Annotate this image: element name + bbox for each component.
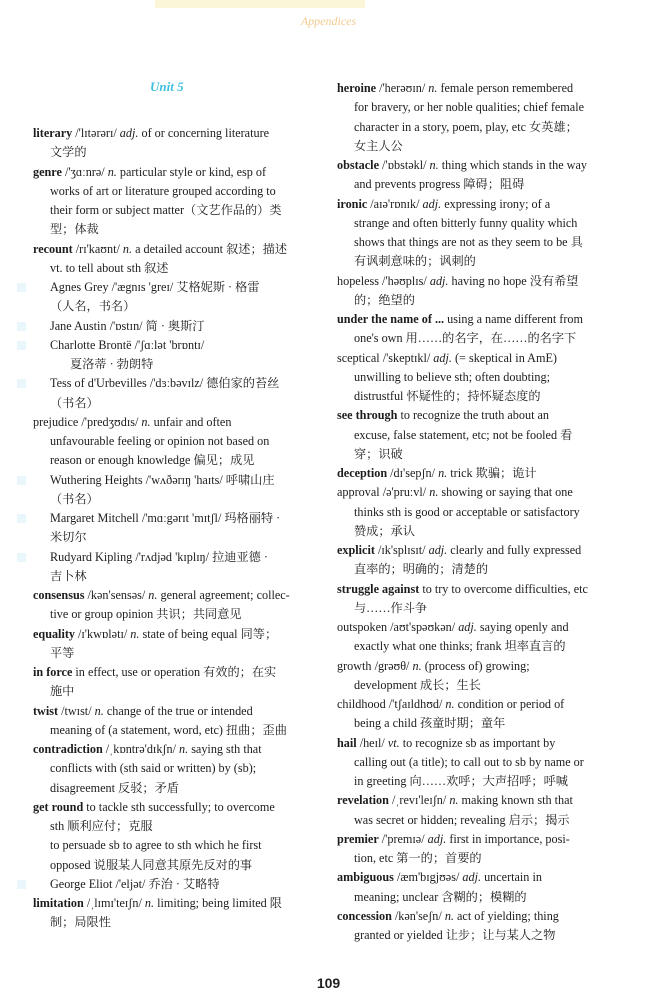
headword: premier: [337, 831, 379, 846]
definition-continuation: distrustful 怀疑性的；持怀疑态度的: [354, 389, 541, 403]
pronunciation: /ə'pruːvl/: [382, 485, 427, 500]
definition-continuation: 夏洛蒂 · 勃朗特: [70, 357, 154, 371]
pronunciation: /'premɪə/: [381, 831, 425, 846]
pronunciation: /'ʒɑːnrə/: [64, 164, 105, 179]
pronunciation: /'wʌðərɪŋ 'haɪts/: [145, 472, 223, 487]
definition: 玛格丽特 ·: [221, 511, 281, 525]
definition-continuation: 制；局限性: [50, 915, 111, 930]
headword: under the name of ...: [337, 312, 445, 326]
part-of-speech: n.: [141, 414, 151, 429]
entry-first-line: [33, 413, 333, 432]
glossary-entry: [337, 195, 637, 272]
entry-first-line: [337, 734, 637, 753]
definition: thing which stands in the way: [441, 158, 587, 172]
definition-continuation: vt. to tell about sth 叙述: [50, 260, 169, 275]
definition: showing or saying that one: [441, 485, 573, 500]
definition: to try to overcome difficulties, etc: [419, 581, 588, 596]
entry-first-line: [337, 483, 637, 502]
definition-continuation: meaning; unclear 含糊的；模糊的: [354, 889, 527, 904]
definition: condition or period of: [457, 697, 565, 711]
definition-continuation: 平等: [50, 645, 75, 660]
entry-first-line: [33, 278, 333, 297]
running-header: Appendices: [300, 14, 357, 28]
definition-continuation: 穿；识破: [354, 446, 403, 461]
entry-marker-icon: [17, 379, 26, 388]
part-of-speech: adj.: [119, 126, 139, 140]
definition: a detailed account 叙述；描述: [135, 241, 288, 256]
headword: concession: [337, 908, 392, 923]
pronunciation: /'lɪtərərɪ/: [75, 126, 117, 140]
definition-continuation: 型；体裁: [50, 222, 99, 237]
part-of-speech: adj.: [433, 350, 452, 365]
glossary-entry: [337, 695, 637, 734]
definition-continuation: 文学的: [50, 145, 87, 160]
part-of-speech: n.: [428, 81, 438, 95]
glossary-subentry: [33, 317, 333, 336]
glossary-entry: [337, 349, 637, 407]
entry-first-line: [33, 240, 333, 259]
definition: 艾格妮斯 · 格雷: [173, 280, 260, 294]
glossary-column-left: [33, 124, 333, 933]
entry-first-line: [337, 830, 637, 849]
entry-first-line: [33, 702, 333, 721]
pronunciation: /ɪk'splɪsɪt/: [377, 543, 426, 557]
entry-first-line: [337, 349, 637, 368]
glossary-entry: [337, 541, 637, 580]
definition-continuation: 有讽刺意味的；讽刺的: [354, 254, 476, 269]
entry-first-line: [33, 663, 333, 682]
part-of-speech: adj.: [428, 543, 448, 557]
definition: to tackle sth successfully; to overcome: [83, 799, 275, 814]
part-of-speech: n.: [179, 742, 189, 756]
headword: recount: [33, 241, 73, 256]
entry-first-line: [337, 79, 637, 98]
headword: obstacle: [337, 158, 379, 172]
entry-first-line: [33, 875, 333, 894]
page-number: 109: [316, 975, 341, 991]
pronunciation: /'dɜːbəvɪlz/: [149, 376, 204, 391]
part-of-speech: n.: [130, 626, 140, 641]
definition: making known sth that: [461, 793, 573, 808]
headword: heroine: [337, 81, 377, 95]
definition: to recognize sb as important by: [402, 735, 556, 750]
definition: (process of) growing;: [424, 658, 530, 673]
definition-continuation: unwilling to believe sth; often doubting;: [354, 369, 550, 384]
definition: using a name different from: [444, 312, 583, 326]
pronunciation: /kən'seʃn/: [394, 908, 442, 923]
part-of-speech: n.: [148, 588, 158, 602]
definition-continuation: 施中: [50, 684, 75, 699]
pronunciation: /æm'bɪgjʊəs/: [396, 870, 460, 885]
definition-continuation: exactly what one thinks; frank 坦率直言的: [354, 639, 566, 654]
definition-continuation: 的；绝望的: [354, 292, 415, 307]
glossary-entry: [337, 406, 637, 464]
entry-first-line: [337, 907, 637, 926]
pronunciation: /'rʌdjəd 'kɪplɪŋ/: [135, 549, 210, 564]
definition-continuation: 米切尔: [50, 530, 87, 545]
pronunciation: /heɪl/: [359, 735, 385, 750]
glossary-entry: [337, 868, 637, 907]
definition-continuation: （人名，书名）: [50, 299, 136, 314]
headword: ironic: [337, 196, 368, 211]
definition-continuation: strange and often bitterly funny quality which: [354, 215, 578, 230]
definition-continuation: tive or group opinion 共识；共同意见: [50, 607, 242, 622]
entry-first-line: [337, 272, 637, 291]
headword: explicit: [337, 543, 375, 557]
definition-continuation: 赞成；承认: [354, 523, 415, 538]
definition: state of being equal 同等；: [142, 626, 278, 641]
glossary-entry: [33, 625, 333, 664]
entry-first-line: [337, 868, 637, 887]
entry-first-line: [337, 464, 637, 483]
headword: Wuthering Heights: [50, 472, 143, 487]
part-of-speech: adj.: [458, 620, 477, 634]
glossary-entry: [33, 124, 333, 163]
glossary-subentry: [33, 471, 333, 510]
entry-first-line: [33, 471, 333, 490]
part-of-speech: n.: [445, 697, 455, 711]
headword: childhood: [337, 697, 386, 711]
definition: to persuade sb to agree to sth which he first: [50, 838, 262, 853]
definition-continuation: development 成长；生长: [354, 677, 481, 692]
definition-continuation: 直率的；明确的；清楚的: [354, 562, 489, 577]
part-of-speech: n.: [444, 908, 454, 923]
headword: sceptical: [337, 350, 380, 365]
headword: growth: [337, 658, 372, 673]
part-of-speech: vt.: [387, 735, 400, 750]
pronunciation: /aɪə'rɒnɪk/: [370, 196, 420, 211]
glossary-entry: [337, 310, 637, 349]
glossary-entry: [337, 907, 637, 946]
pronunciation: /ˌrevɪ'leɪʃn/: [391, 793, 447, 808]
headword: prejudice: [33, 414, 79, 429]
definition-continuation: was secret or hidden; revealing 启示；揭示: [354, 812, 570, 827]
definition-continuation: being a child 孩童时期；童年: [354, 716, 506, 731]
definition: 简 · 奥斯汀: [142, 318, 205, 333]
pronunciation: /'ɒstɪn/: [109, 318, 143, 333]
glossary-entry: [33, 586, 333, 625]
pronunciation: /twɪst/: [61, 703, 92, 718]
definition: 呼啸山庄: [222, 472, 275, 487]
entry-marker-icon: [17, 341, 26, 350]
part-of-speech: n.: [122, 241, 133, 256]
pronunciation: /'skeptɪkl/: [382, 350, 431, 365]
entry-first-line: [337, 156, 637, 175]
entry-marker-icon: [17, 283, 26, 292]
pronunciation: /ˌlɪmɪ'teɪʃn/: [86, 896, 142, 910]
headword: twist: [33, 703, 59, 718]
pronunciation: /'ægnɪs 'greɪ/: [111, 280, 174, 294]
entry-first-line: [33, 509, 333, 528]
definition: of or concerning literature: [141, 126, 270, 140]
definition-continuation: thinks sth is good or acceptable or satisfactory: [354, 504, 580, 519]
definition-continuation: 吉卜林: [50, 568, 87, 583]
part-of-speech: n.: [438, 466, 448, 480]
headword: revelation: [337, 793, 389, 808]
headword: hail: [337, 735, 357, 750]
part-of-speech: adj.: [422, 196, 442, 211]
definition: saying sth that: [191, 742, 262, 756]
definition-continuation: 与……作斗争: [354, 600, 428, 615]
glossary-entry: [337, 464, 637, 483]
definition-continuation: shows that things are not as they seem to be 具: [354, 235, 583, 249]
definition-continuation: conflicts with (sth said or written) by (sb);: [50, 761, 257, 776]
glossary-entry: [337, 580, 637, 619]
entry-first-line: [33, 548, 333, 567]
headword: genre: [33, 164, 62, 179]
unit-heading: Unit 5: [150, 79, 184, 94]
definition-continuation: meaning of (a statement, word, etc) 扭曲；歪曲: [50, 722, 287, 737]
entry-marker-icon: [17, 322, 26, 331]
glossary-entry: [33, 163, 333, 240]
headword: get round: [33, 799, 84, 814]
glossary-subentry: [33, 509, 333, 548]
glossary-entry: [33, 413, 333, 471]
definition-continuation: excuse, false statement, etc; not be fooled 看: [354, 427, 573, 442]
headword: hopeless: [337, 273, 379, 288]
headword: George Eliot: [50, 876, 113, 891]
definition-continuation: character in a story, poem, play, etc 女英雄；: [354, 119, 578, 134]
definition: 德伯家的苔丝: [203, 376, 280, 391]
pronunciation: /aʊt'spəʊkən/: [390, 620, 456, 634]
entry-first-line: [337, 580, 637, 599]
glossary-entry: [33, 240, 333, 279]
definition: clearly and fully expressed: [450, 543, 582, 557]
definition: uncertain in: [484, 870, 542, 885]
part-of-speech: n.: [429, 485, 439, 500]
entry-first-line: [337, 791, 637, 810]
definition: expressing irony; of a: [444, 196, 551, 211]
definition-continuation: one's own 用……的名字，在……的名字下: [354, 331, 577, 346]
pronunciation: /'herəʊɪn/: [379, 81, 426, 95]
definition: in effect, use or operation 有效的；在实: [72, 665, 277, 679]
definition: 拉迪亚德 ·: [209, 549, 268, 564]
definition: trick 欺骗；诡计: [450, 466, 537, 480]
entry-first-line: [337, 695, 637, 714]
pronunciation: /'eljət/: [115, 876, 146, 891]
glossary-subentry: [33, 836, 333, 875]
entry-marker-icon: [17, 476, 26, 485]
definition-continuation: （书名）: [50, 491, 99, 506]
entry-first-line: [33, 894, 333, 913]
glossary-entry: [33, 702, 333, 741]
entry-first-line: [33, 317, 333, 336]
pronunciation: /dɪ'sepʃn/: [390, 466, 436, 480]
headword: equality: [33, 626, 75, 641]
definition: to recognize the truth about an: [397, 408, 550, 423]
definition-continuation: opposed 说服某人同意其原先反对的事: [50, 857, 253, 872]
part-of-speech: n.: [94, 703, 104, 718]
pronunciation: /ˌkɒntrə'dɪkʃn/: [105, 742, 176, 756]
pronunciation: /'ʃɑːlət 'brɒntɪ/: [134, 337, 205, 352]
entry-first-line: [337, 195, 637, 214]
pronunciation: /'ɒbstəkl/: [382, 158, 427, 172]
part-of-speech: n.: [412, 658, 422, 673]
pronunciation: /'mɑːgərɪt 'mɪtʃl/: [141, 511, 222, 525]
glossary-entry: [337, 791, 637, 830]
glossary-subentry: [33, 374, 333, 413]
headword: outspoken: [337, 620, 388, 634]
entry-first-line: [33, 798, 333, 817]
part-of-speech: adj.: [462, 870, 482, 885]
pronunciation: /'predʒʊdɪs/: [81, 414, 139, 429]
glossary-entry: [33, 663, 333, 702]
glossary-entry: [337, 657, 637, 696]
part-of-speech: adj.: [427, 831, 447, 846]
entry-first-line: [33, 740, 333, 759]
entry-marker-icon: [17, 880, 26, 889]
definition: act of yielding; thing: [457, 908, 559, 923]
glossary-entry: [337, 618, 637, 657]
definition: change of the true or intended: [106, 703, 253, 718]
headword: consensus: [33, 588, 85, 602]
headword: ambiguous: [337, 870, 394, 885]
entry-first-line: [33, 124, 333, 143]
glossary-entry: [33, 740, 333, 798]
glossary-entry: [337, 79, 637, 156]
definition-continuation: unfavourable feeling or opinion not based on: [50, 434, 270, 448]
glossary-entry: [337, 272, 637, 311]
entry-first-line: [33, 586, 333, 605]
headword: Jane Austin: [50, 318, 107, 333]
glossary-subentry: [33, 336, 333, 375]
entry-first-line: [33, 836, 333, 855]
headword: deception: [337, 466, 388, 480]
definition: first in importance, posi-: [449, 831, 570, 846]
definition: particular style or kind, esp of: [119, 164, 267, 179]
headword: Tess of d'Urbevilles: [50, 376, 147, 391]
headword: Charlotte Brontë: [50, 337, 132, 352]
pronunciation: /ɪ'kwɒlətɪ/: [78, 626, 128, 641]
headword: literary: [33, 126, 73, 140]
entry-marker-icon: [17, 514, 26, 523]
headword: Margaret Mitchell: [50, 511, 139, 525]
glossary-column-right: [337, 79, 637, 945]
glossary-subentry: [33, 278, 333, 317]
definition: unfair and often: [153, 414, 232, 429]
glossary-entry: [337, 734, 637, 792]
glossary-entry: [33, 894, 333, 933]
entry-first-line: [33, 374, 333, 393]
entry-first-line: [337, 657, 637, 676]
entry-first-line: [33, 336, 333, 355]
definition-continuation: and prevents progress 障碍；阻碍: [354, 177, 525, 192]
part-of-speech: adj.: [429, 273, 449, 288]
definition: (= skeptical in AmE): [454, 350, 557, 365]
headword: Agnes Grey: [50, 280, 109, 294]
part-of-speech: n.: [429, 158, 439, 172]
definition-continuation: sth 顺利应付；克服: [50, 819, 153, 833]
glossary-entry: [337, 156, 637, 195]
definition-continuation: （书名）: [50, 395, 99, 410]
glossary-entry: [337, 830, 637, 869]
definition: female person remembered: [440, 81, 574, 95]
headword: contradiction: [33, 742, 103, 756]
glossary-entry: [33, 798, 333, 837]
definition-continuation: calling out (a title); to call out to sb by name or: [354, 754, 584, 769]
glossary-subentry: [33, 548, 333, 587]
definition-continuation: reason or enough knowledge 偏见；成见: [50, 453, 255, 468]
pronunciation: /kən'sensəs/: [87, 588, 146, 602]
definition: 乔治 · 艾略特: [145, 876, 220, 891]
definition-continuation: in greeting 向……欢呼；大声招呼；呼喊: [354, 774, 568, 788]
headword: Rudyard Kipling: [50, 549, 133, 564]
entry-first-line: [337, 541, 637, 560]
glossary-entry: [337, 483, 637, 541]
definition-continuation: granted or yielded 让步；让与某人之物: [354, 928, 556, 942]
headword: approval: [337, 485, 380, 500]
definition: general agreement; collec-: [160, 588, 290, 602]
entry-first-line: [33, 625, 333, 644]
headword: limitation: [33, 896, 84, 910]
definition-continuation: their form or subject matter（文艺作品的）类: [50, 203, 282, 217]
definition-continuation: tion, etc 第一的；首要的: [354, 851, 482, 865]
entry-first-line: [337, 618, 637, 637]
definition: having no hope 没有希望: [451, 273, 579, 288]
definition-continuation: works of art or literature grouped according to: [50, 183, 276, 198]
entry-marker-icon: [17, 553, 26, 562]
pronunciation: /rɪ'kaʊnt/: [75, 241, 120, 256]
entry-first-line: [33, 163, 333, 182]
part-of-speech: n.: [449, 793, 459, 808]
definition-continuation: 女主人公: [354, 138, 403, 153]
pronunciation: /'tʃaɪldhʊd/: [388, 697, 443, 711]
definition: saying openly and: [479, 620, 569, 634]
definition-continuation: disagreement 反驳；矛盾: [50, 780, 179, 795]
entry-first-line: [337, 406, 637, 425]
part-of-speech: n.: [144, 896, 155, 910]
headword: struggle against: [337, 581, 420, 596]
definition: limiting; being limited 限: [157, 896, 282, 910]
headword: in force: [33, 665, 73, 679]
headword: see through: [337, 408, 398, 423]
definition-continuation: for bravery, or her noble qualities; chief female: [354, 100, 584, 115]
header-band: [155, 0, 365, 8]
pronunciation: /grəʊθ/: [374, 658, 410, 673]
entry-first-line: [337, 310, 637, 329]
glossary-subentry: [33, 875, 333, 894]
part-of-speech: n.: [107, 164, 117, 179]
pronunciation: /'həʊplɪs/: [382, 273, 427, 288]
